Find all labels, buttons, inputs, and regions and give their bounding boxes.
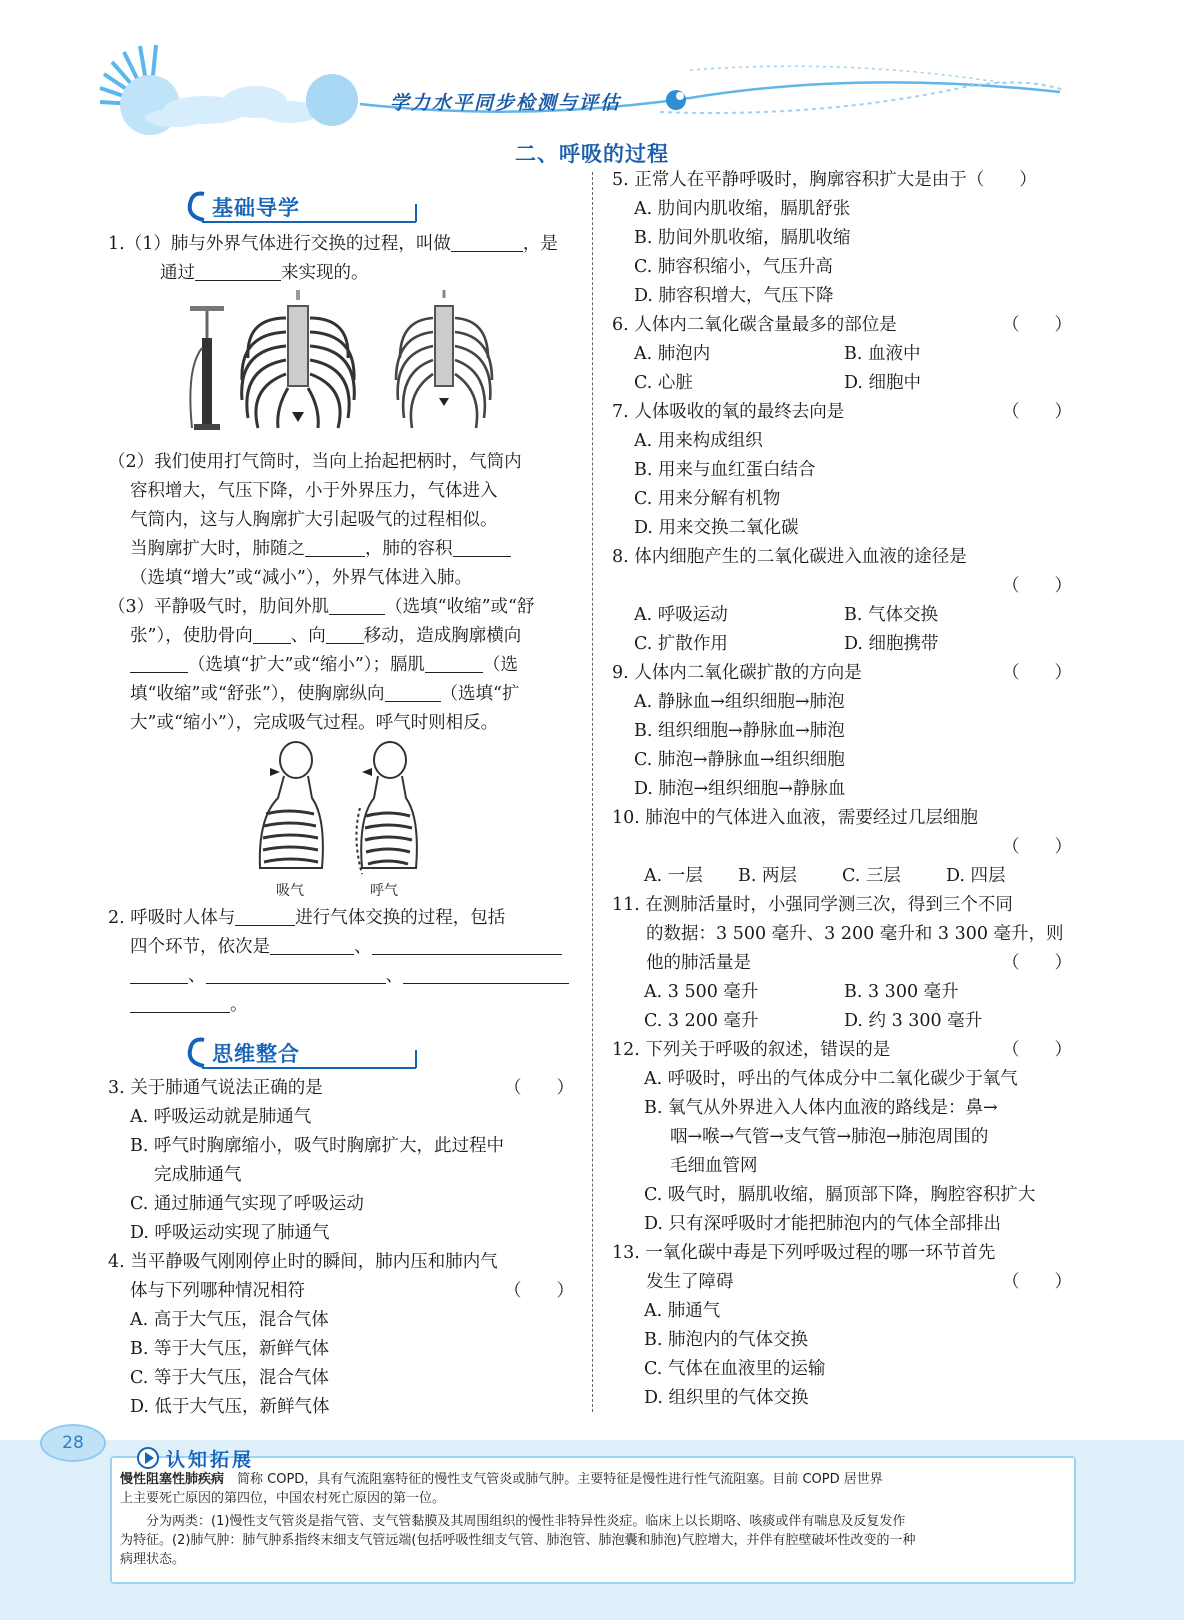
q1-part2-line: （2）我们使用打气筒时，当向上抬起把柄时，气筒内 xyxy=(108,452,522,472)
q1-line1: 1.（1）肺与外界气体进行交换的过程，叫做 ，是 xyxy=(108,234,558,254)
blank[interactable] xyxy=(130,994,230,1013)
question-stem: 发生了障碍 xyxy=(646,1272,734,1292)
q1-line2: 通过 来实现的。 xyxy=(160,263,369,283)
option[interactable]: D. 肺容积增大，气压下降 xyxy=(634,286,834,306)
option[interactable]: C. 通过肺通气实现了呼吸运动 xyxy=(130,1194,364,1214)
q1-part3-line: 填“收缩”或“舒张”），使胸廓纵向 （选填“扩 xyxy=(130,684,520,704)
answer-paren[interactable]: （ ） xyxy=(504,1078,574,1098)
option[interactable]: A. 肺通气 xyxy=(644,1301,721,1321)
option[interactable]: C. 肺容积缩小，气压升高 xyxy=(634,257,833,277)
blank[interactable] xyxy=(206,965,386,984)
option[interactable]: A. 肺泡内 xyxy=(634,344,711,364)
q8 xyxy=(612,543,1072,659)
fig-label-inhale: 吸气 xyxy=(276,883,304,899)
option[interactable]: D. 细胞中 xyxy=(844,373,922,393)
breathing-figure xyxy=(108,738,574,904)
q6 xyxy=(612,311,1072,398)
option[interactable]: D. 四层 xyxy=(946,866,1006,886)
question-stem: 10. 肺泡中的气体进入血液，需要经过几层细胞 xyxy=(612,808,978,828)
option[interactable]: D. 组织里的气体交换 xyxy=(644,1388,809,1408)
answer-paren[interactable]: （ ） xyxy=(1002,1040,1072,1060)
fig-label-exhale: 呼气 xyxy=(370,883,398,899)
extension-term: 慢性阻塞性肺疾病 xyxy=(120,1472,225,1487)
question-stem: 4. 当平静吸气刚刚停止时的瞬间，肺内压和肺内气 xyxy=(108,1252,498,1272)
option[interactable]: B. 肺泡内的气体交换 xyxy=(644,1330,808,1350)
extension-line: 为特征。(2)肺气肿：肺气肿系指终末细支气管远端(包括呼吸性细支气管、肺泡管、肺泡囊和肺泡)气腔增大，并伴有腔壁破坏性改变的一种 xyxy=(120,1533,916,1548)
option[interactable]: D. 约 3 300 毫升 xyxy=(844,1011,983,1031)
ribcage-icon xyxy=(396,290,492,428)
question-stem: 12. 下列关于呼吸的叙述，错误的是 xyxy=(612,1040,891,1060)
option[interactable]: C. 心脏 xyxy=(634,373,693,393)
option[interactable]: A. 一层 xyxy=(644,866,703,886)
option[interactable]: D. 只有深呼吸时才能把肺泡内的气体全部排出 xyxy=(644,1214,1002,1234)
q7 xyxy=(612,398,1072,543)
page-number: 28 xyxy=(40,1424,106,1462)
option[interactable]: B. 肋间外肌收缩，膈肌收缩 xyxy=(634,228,851,248)
option[interactable]: D. 用来交换二氧化碳 xyxy=(634,518,799,538)
question-stem: 8. 体内细胞产生的二氧化碳进入血液的途径是 xyxy=(612,547,967,567)
q2-line: 、 、 xyxy=(108,962,574,991)
q1-part2-line: （选填“增大”或“减小”），外界气体进入肺。 xyxy=(130,568,473,588)
header-text: 学力水平同步检测与评估 xyxy=(390,92,622,114)
play-circle-icon xyxy=(136,1446,160,1470)
torso-inhale-icon xyxy=(260,742,323,868)
blank[interactable] xyxy=(403,965,569,984)
blank[interactable] xyxy=(235,907,295,926)
option[interactable]: B. 等于大气压，新鲜气体 xyxy=(130,1339,329,1359)
option[interactable]: D. 肺泡→组织细胞→静脉血 xyxy=(634,779,846,799)
q1-part3-line: （选填“扩大”或“缩小”）；膈肌 （选 xyxy=(108,651,574,680)
blank[interactable] xyxy=(385,683,441,702)
option[interactable]: C. 用来分解有机物 xyxy=(634,489,781,509)
q2-line: 四个环节，依次是 、 xyxy=(108,933,574,962)
torso-exhale-icon xyxy=(356,742,416,874)
option[interactable]: A. 呼吸时，呼出的气体成分中二氧化碳少于氧气 xyxy=(644,1069,1018,1089)
option[interactable]: B. 氧气从外界进入人体内血液的路线是：鼻→ xyxy=(644,1098,998,1118)
question-stem: 体与下列哪种情况相符 xyxy=(130,1281,305,1301)
option[interactable]: C. 3 200 毫升 xyxy=(644,1011,759,1031)
option[interactable]: B. 组织细胞→静脉血→肺泡 xyxy=(634,721,845,741)
extension-line: 病理状态。 xyxy=(120,1552,186,1567)
option[interactable]: B. 两层 xyxy=(738,866,797,886)
q4 xyxy=(108,1248,574,1422)
option[interactable]: C. 吸气时，膈肌收缩，膈顶部下降，胸腔容积扩大 xyxy=(644,1185,1036,1205)
blank[interactable] xyxy=(425,654,483,673)
q1-part3-line: 大”或“缩小”），完成吸气过程。呼气时则相反。 xyxy=(130,713,499,733)
extension-title: 认知拓展 xyxy=(166,1449,255,1471)
question-stem: 7. 人体吸收的氧的最终去向是 xyxy=(612,402,845,422)
option[interactable]: A. 用来构成组织 xyxy=(634,431,763,451)
option[interactable]: D. 细胞携带 xyxy=(844,634,939,654)
option[interactable]: D. 呼吸运动实现了肺通气 xyxy=(130,1223,330,1243)
option[interactable]: A. 肋间内肌收缩，膈肌舒张 xyxy=(634,199,851,219)
q1-part3-line: 张”），使肋骨向 、向 移动，造成胸廓横向 xyxy=(130,626,522,646)
q2-line: 2. 呼吸时人体与 进行气体交换的过程，包括 xyxy=(108,908,506,928)
answer-paren[interactable]: （ ） xyxy=(504,1281,574,1301)
question-stem: 3. 关于肺通气说法正确的是 xyxy=(108,1078,323,1098)
extension-line: 分为两类：(1)慢性支气管炎是指气管、支气管黏膜及其周围组织的慢性非特异性炎症。临床上以长期咯、咳痰或伴有喘息及反复发作 xyxy=(120,1514,906,1529)
answer-paren[interactable]: （ ） xyxy=(1002,315,1072,335)
blank[interactable] xyxy=(253,625,291,644)
option[interactable]: C. 等于大气压，混合气体 xyxy=(130,1368,329,1388)
header-banner xyxy=(0,0,1184,145)
extension-box xyxy=(110,1456,1076,1584)
extension-line: 上主要死亡原因的第四位，中国农村死亡原因的第一位。 xyxy=(120,1491,446,1506)
answer-paren[interactable]: （ ） xyxy=(1002,576,1072,596)
section-title: 思维整合 xyxy=(212,1042,300,1066)
q1-part2-line: 当胸廓扩大时，肺随之 ，肺的容积 xyxy=(108,535,574,564)
answer-paren[interactable]: （ ） xyxy=(1002,663,1072,683)
option[interactable]: 完成肺通气 xyxy=(154,1165,242,1185)
option[interactable]: C. 肺泡→静脉血→组织细胞 xyxy=(634,750,845,770)
pump-ribcage-figure xyxy=(108,288,574,448)
air-pump-icon xyxy=(190,306,224,430)
section-thinking xyxy=(174,1036,424,1070)
option[interactable]: A. 呼吸运动就是肺通气 xyxy=(130,1107,312,1127)
answer-paren[interactable]: （ ） xyxy=(1002,953,1072,973)
option[interactable]: B. 气体交换 xyxy=(844,605,938,625)
option[interactable]: B. 呼气时胸廓缩小，吸气时胸廓扩大，此过程中 xyxy=(130,1136,504,1156)
blank[interactable] xyxy=(270,936,354,955)
q1-part2-line: 气筒内，这与人胸廓扩大引起吸气的过程相似。 xyxy=(130,510,498,530)
option[interactable]: B. 用来与血红蛋白结合 xyxy=(634,460,816,480)
option[interactable]: C. 三层 xyxy=(842,866,901,886)
blank[interactable] xyxy=(372,936,562,955)
blank[interactable] xyxy=(130,965,188,984)
blank[interactable] xyxy=(329,596,385,615)
question-stem: 的数据：3 500 毫升、3 200 毫升和 3 300 毫升，则 xyxy=(646,924,1064,944)
question-stem: 13. 一氧化碳中毒是下列呼吸过程的哪一环节首先 xyxy=(612,1243,996,1263)
section-title: 基础导学 xyxy=(212,196,300,220)
option[interactable]: D. 低于大气压，新鲜气体 xyxy=(130,1397,330,1417)
option[interactable]: A. 静脉血→组织细胞→肺泡 xyxy=(634,692,845,712)
blank[interactable] xyxy=(195,262,281,281)
blank[interactable] xyxy=(305,538,365,557)
q13 xyxy=(612,1239,1072,1413)
page-title: 二、呼吸的过程 xyxy=(515,141,669,166)
section-basic xyxy=(174,190,424,224)
option[interactable]: A. 高于大气压，混合气体 xyxy=(130,1310,329,1330)
q3 xyxy=(108,1074,574,1248)
blank[interactable] xyxy=(326,625,364,644)
option[interactable]: 咽→喉→气管→支气管→肺泡→肺泡周围的 xyxy=(670,1127,989,1147)
question-stem: 6. 人体内二氧化碳含量最多的部位是 xyxy=(612,315,897,335)
question-stem: 5. 正常人在平静呼吸时，胸廓容积扩大是由于（ ） xyxy=(612,170,1037,190)
q11 xyxy=(612,891,1072,1036)
q1-part3-line: （3）平静吸气时，肋间外肌 （选填“收缩”或“舒 xyxy=(108,597,535,617)
blank[interactable] xyxy=(451,233,523,252)
q10 xyxy=(612,804,1072,891)
dot-icon xyxy=(666,90,686,110)
blank[interactable] xyxy=(453,538,511,557)
answer-paren[interactable]: （ ） xyxy=(1002,1272,1072,1292)
q2-line: 。 xyxy=(108,991,574,1020)
ribcage-icon xyxy=(242,290,355,428)
answer-paren[interactable]: （ ） xyxy=(1002,402,1072,422)
q1-part2-line: 容积增大，气压下降，小于外界压力，气体进入 xyxy=(130,481,498,501)
column-divider xyxy=(592,172,593,1412)
extension-line: 慢性阻塞性肺疾病 简称 COPD，具有气流阻塞特征的慢性支气管炎或肺气肿。主要特征是慢性进行性气流阻塞。目前 COPD 居世界 xyxy=(120,1472,883,1487)
answer-paren[interactable]: （ ） xyxy=(1002,837,1072,857)
blank[interactable] xyxy=(130,654,188,673)
option[interactable]: C. 气体在血液里的运输 xyxy=(644,1359,826,1379)
option[interactable]: A. 呼吸运动 xyxy=(634,605,728,625)
option[interactable]: 毛细血管网 xyxy=(670,1156,758,1176)
option[interactable]: B. 血液中 xyxy=(844,344,921,364)
option[interactable]: A. 3 500 毫升 xyxy=(644,982,759,1002)
q9 xyxy=(612,659,1072,804)
option[interactable]: B. 3 300 毫升 xyxy=(844,982,959,1002)
question-stem: 11. 在测肺活量时，小强同学测三次，得到三个不同 xyxy=(612,895,1013,915)
right-column xyxy=(612,166,1072,1413)
circle-decoration xyxy=(306,74,358,126)
question-stem: 他的肺活量是 xyxy=(646,953,751,973)
q5 xyxy=(612,166,1072,311)
question-stem: 9. 人体内二氧化碳扩散的方向是 xyxy=(612,663,862,683)
option[interactable]: C. 扩散作用 xyxy=(634,634,728,654)
left-column xyxy=(108,190,574,1422)
q12 xyxy=(612,1036,1072,1239)
